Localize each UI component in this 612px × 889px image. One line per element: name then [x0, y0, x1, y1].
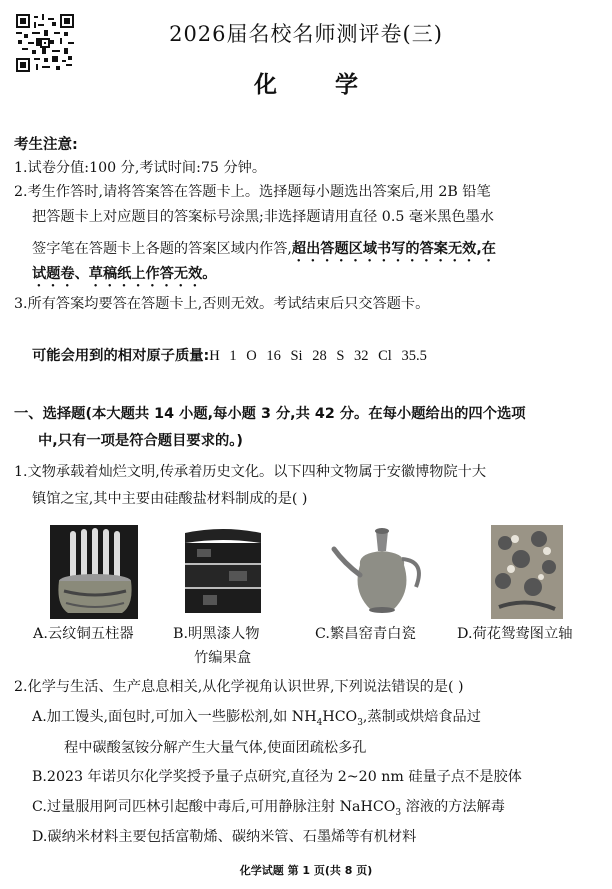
q2-option-b: B.2023 年诺贝尔化学奖授予量子点研究,直径为 2~20 nm 硅量子点不是胶体 — [32, 769, 522, 785]
q1-option-a: A.云纹铜五柱器 — [33, 626, 134, 642]
porcelain-ewer-image — [330, 525, 434, 619]
notice-item-2-line-2: 把答题卡上对应题目的答案标号涂黑;非选择题请用直径 0.5 毫米黑色墨水 — [32, 209, 494, 225]
page-footer: 化学试题 第 1 页(共 8 页) — [239, 864, 373, 877]
notice-item-2-line-4: 试题卷、草稿纸上作答无效。 — [32, 266, 217, 282]
bronze-vessel-image — [50, 525, 138, 619]
notice-item-2-line-3: 签字笔在答题卡上各题的答案区域内作答,超出答题区域书写的答案无效,在 — [32, 241, 496, 257]
q1-option-d: D.荷花鸳鸯图立轴 — [457, 626, 573, 642]
subject-title: 化 学 — [254, 72, 358, 98]
lotus-painting-image — [491, 525, 563, 619]
atomic-mass-line: 可能会用到的相对原子质量:H 1 O 16 Si 28 S 32 Cl 35.5 — [32, 348, 427, 364]
notice-item-1: 1.试卷分值:100 分,考试时间:75 分钟。 — [14, 160, 267, 176]
q2-option-d: D.碳纳米材料主要包括富勒烯、碳纳米管、石墨烯等有机材料 — [32, 829, 417, 845]
q2-option-c: C.过量服用阿司匹林引起酸中毒后,可用静脉注射 NaHCO$_3$ 溶液的方法解毒 — [32, 799, 505, 818]
notice-item-2-line-1: 2.考生作答时,请将答案答在答题卡上。选择题每小题选出答案后,用 2B 铅笔 — [14, 184, 491, 200]
q2-option-a-line-1: A.加工馒头,面包时,可加入一些膨松剂,如 $NH_4HCO_3$,蒸制或烘焙食品过 — [32, 709, 481, 728]
section-heading-line-1: 一、选择题(本大题共 14 小题,每小题 3 分,共 42 分。在每小题给出的四个选项 — [14, 406, 526, 422]
q1-stem-line-2: 镇馆之宝,其中主要由硅酸盐材料制成的是( ) — [32, 491, 308, 507]
notice-heading: 考生注意: — [14, 137, 78, 153]
q1-stem-line-1: 1.文物承载着灿烂文明,传承着历史文化。以下四种文物属于安徽博物院十大 — [14, 464, 487, 480]
section-heading-line-2: 中,只有一项是符合题目要求的。) — [38, 433, 243, 449]
emphasis-text: 超出答题区域书写的答案无效,在 — [291, 241, 496, 257]
exam-title: 2026届名校名师测评卷(三) — [169, 22, 443, 46]
q2-option-a-line-2: 程中碳酸氢铵分解产生大量气体,使面团疏松多孔 — [64, 740, 367, 756]
notice-item-3: 3.所有答案均要答在答题卡上,否则无效。考试结束后只交答题卡。 — [14, 296, 430, 312]
q1-option-c: C.繁昌窑青白瓷 — [315, 626, 416, 642]
q2-stem: 2.化学与生活、生产息息相关,从化学视角认识世界,下列说法错误的是( ) — [14, 679, 464, 695]
q1-option-b-line-1: B.明黑漆人物 — [173, 626, 260, 642]
q1-option-b-line-2: 竹编果盒 — [194, 650, 252, 666]
lacquer-box-image — [177, 525, 269, 619]
